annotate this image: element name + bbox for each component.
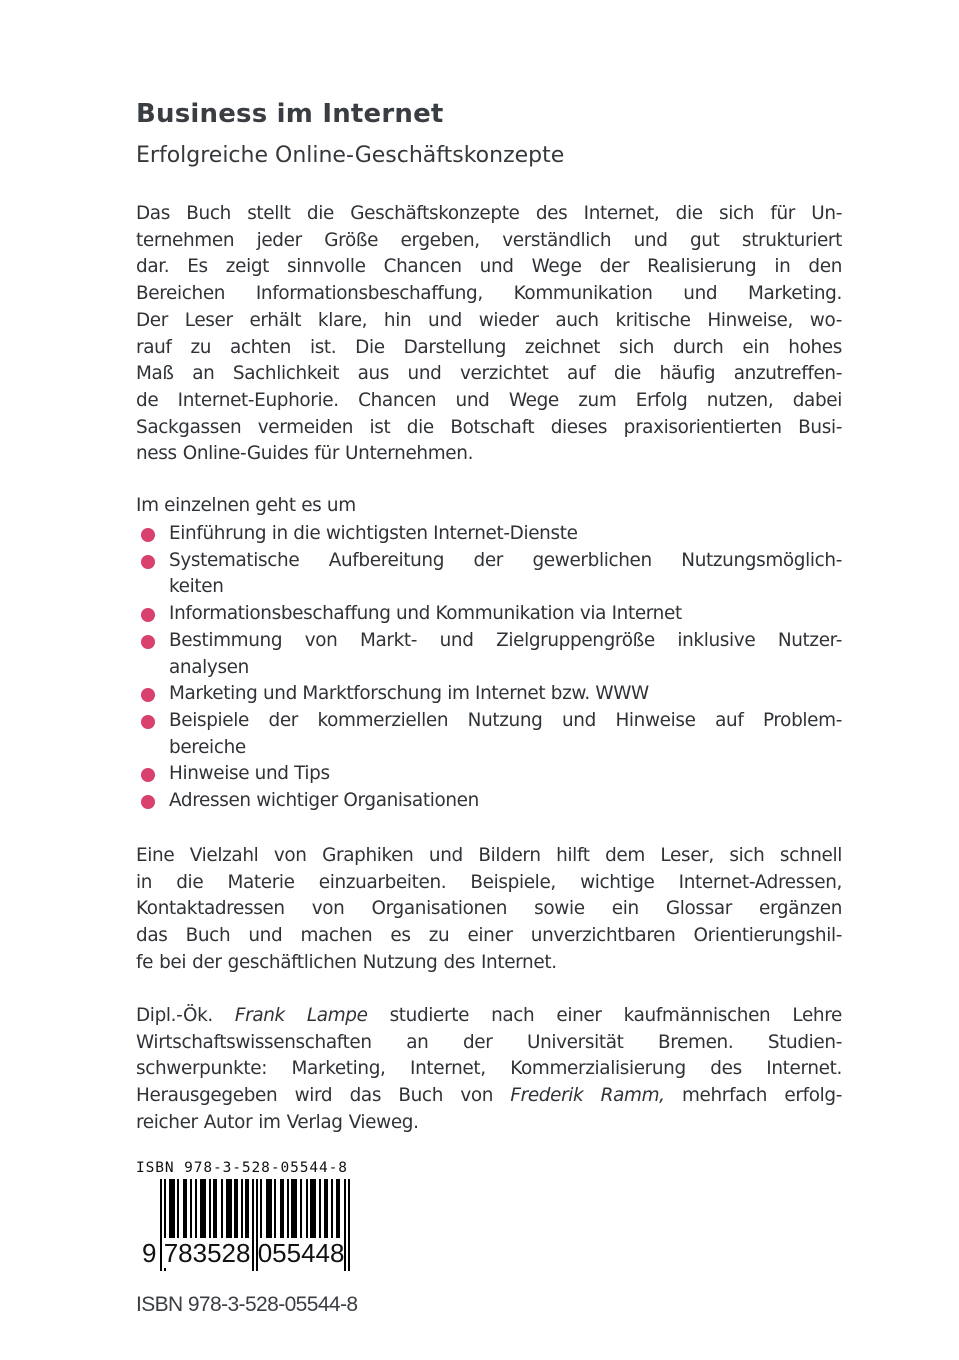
bullet-dot-icon	[141, 555, 155, 569]
bullet-dot-icon	[141, 795, 155, 809]
list-item-text: Marketing und Marktforschung im Internet bzw. WWW	[169, 683, 649, 705]
list-item	[140, 521, 842, 548]
description-paragraph	[136, 201, 842, 468]
list-item	[140, 601, 842, 628]
book-subtitle: Erfolgreiche Online-Geschäftskonzepte	[136, 143, 565, 168]
text-line: Kontaktadressen von Organisationen sowie ein Glossar ergänzen	[136, 898, 842, 920]
text-line	[136, 1003, 842, 1030]
author-name: Frank Lampe	[234, 1005, 368, 1026]
text-line: dar. Es zeigt sinnvolle Chancen und Wege der Realisierung in den	[136, 256, 842, 278]
barcode-digit-prefix: 9	[142, 1238, 157, 1268]
list-item	[140, 628, 842, 681]
text-span: Dipl.-Ök.	[136, 1005, 235, 1026]
barcode-digits	[142, 1238, 344, 1269]
bullet-dot-icon	[141, 688, 155, 702]
text-line: ness Online-Guides für Unternehmen.	[136, 443, 474, 465]
text-line: reicher Autor im Verlag Vieweg.	[136, 1111, 419, 1133]
text-line: rauf zu achten ist. Die Darstellung zeichnet sich durch ein hohes	[136, 336, 842, 358]
text-line: das Buch und machen es zu einer unverzichtbaren Orientierungshil-	[136, 925, 842, 947]
isbn-footer: ISBN 978-3-528-05544-8	[136, 1293, 358, 1316]
bullet-dot-icon	[141, 608, 155, 622]
text-line: Das Buch stellt die Geschäftskonzepte des Internet, die sich für Un-	[136, 203, 842, 224]
list-item-text: analysen	[169, 656, 249, 678]
features-paragraph	[136, 843, 842, 977]
text-line: schwerpunkte: Marketing, Internet, Kommerzialisierung des Internet.	[136, 1058, 842, 1080]
list-item-text: Adressen wichtiger Organisationen	[169, 790, 479, 812]
list-item	[140, 681, 842, 708]
text-line: Eine Vielzahl von Graphiken und Bildern hilft dem Leser, sich schnell	[136, 845, 842, 866]
barcode-isbn-label: ISBN 978-3-528-05544-8	[136, 1160, 348, 1176]
text-line: Maß an Sachlichkeit aus und verzichtet auf die häufig anzutreffen-	[136, 363, 842, 385]
list-item-text: Systematische Aufbereitung der gewerblichen Nutzungsmöglich-	[169, 549, 842, 571]
text-line: de Internet-Euphorie. Chancen und Wege zum Erfolg nutzen, dabei	[136, 389, 842, 411]
list-item	[140, 708, 842, 761]
text-line: Bereichen Informationsbeschaffung, Kommunikation und Marketing.	[136, 283, 842, 305]
topics-intro: Im einzelnen geht es um	[136, 495, 356, 516]
text-line	[136, 1083, 842, 1110]
list-item-text: Bestimmung von Markt- und Zielgruppengröße inklusive Nutzer-	[169, 629, 842, 651]
list-item	[140, 788, 842, 815]
text-line: Sackgassen vermeiden ist die Botschaft dieses praxisorientierten Busi-	[136, 416, 842, 438]
text-line: fe bei der geschäftlichen Nutzung des Internet.	[136, 951, 557, 973]
list-item-text: keiten	[169, 576, 224, 598]
bullet-dot-icon	[141, 635, 155, 649]
topics-list	[140, 521, 842, 815]
text-line: Der Leser erhält klare, hin und wieder auch kritische Hinweise, wo-	[136, 309, 842, 331]
list-item-text: Hinweise und Tips	[169, 763, 330, 785]
list-item-text: Informationsbeschaffung und Kommunikation via Internet	[169, 603, 682, 625]
barcode-digits-right: 055448	[257, 1238, 345, 1268]
bullet-dot-icon	[141, 768, 155, 782]
text-span: Herausgegeben wird das Buch von	[136, 1085, 511, 1107]
text-span: studierte nach einer kaufmännischen Lehre	[367, 1005, 842, 1026]
text-line: Wirtschaftswissenschaften an der Universität Bremen. Studien-	[136, 1031, 842, 1053]
barcode-digits-left: 783528	[163, 1238, 251, 1268]
list-item-text: Einführung in die wichtigsten Internet-Dienste	[169, 523, 578, 544]
list-item	[140, 761, 842, 788]
bullet-dot-icon	[141, 715, 155, 729]
book-title: Business im Internet	[136, 99, 444, 129]
author-paragraph	[136, 1003, 842, 1137]
editor-name: Frederik Ramm,	[510, 1085, 665, 1107]
text-line: in die Materie einzuarbeiten. Beispiele, wichtige Internet-Adressen,	[136, 871, 842, 893]
bullet-dot-icon	[141, 528, 155, 542]
text-span: mehrfach erfolg-	[664, 1085, 842, 1107]
text-line: ternehmen jeder Größe ergeben, verständlich und gut strukturiert	[136, 229, 842, 251]
list-item	[140, 548, 842, 601]
list-item-text: bereiche	[169, 736, 246, 758]
list-item-text: Beispiele der kommerziellen Nutzung und Hinweise auf Problem-	[169, 709, 842, 731]
